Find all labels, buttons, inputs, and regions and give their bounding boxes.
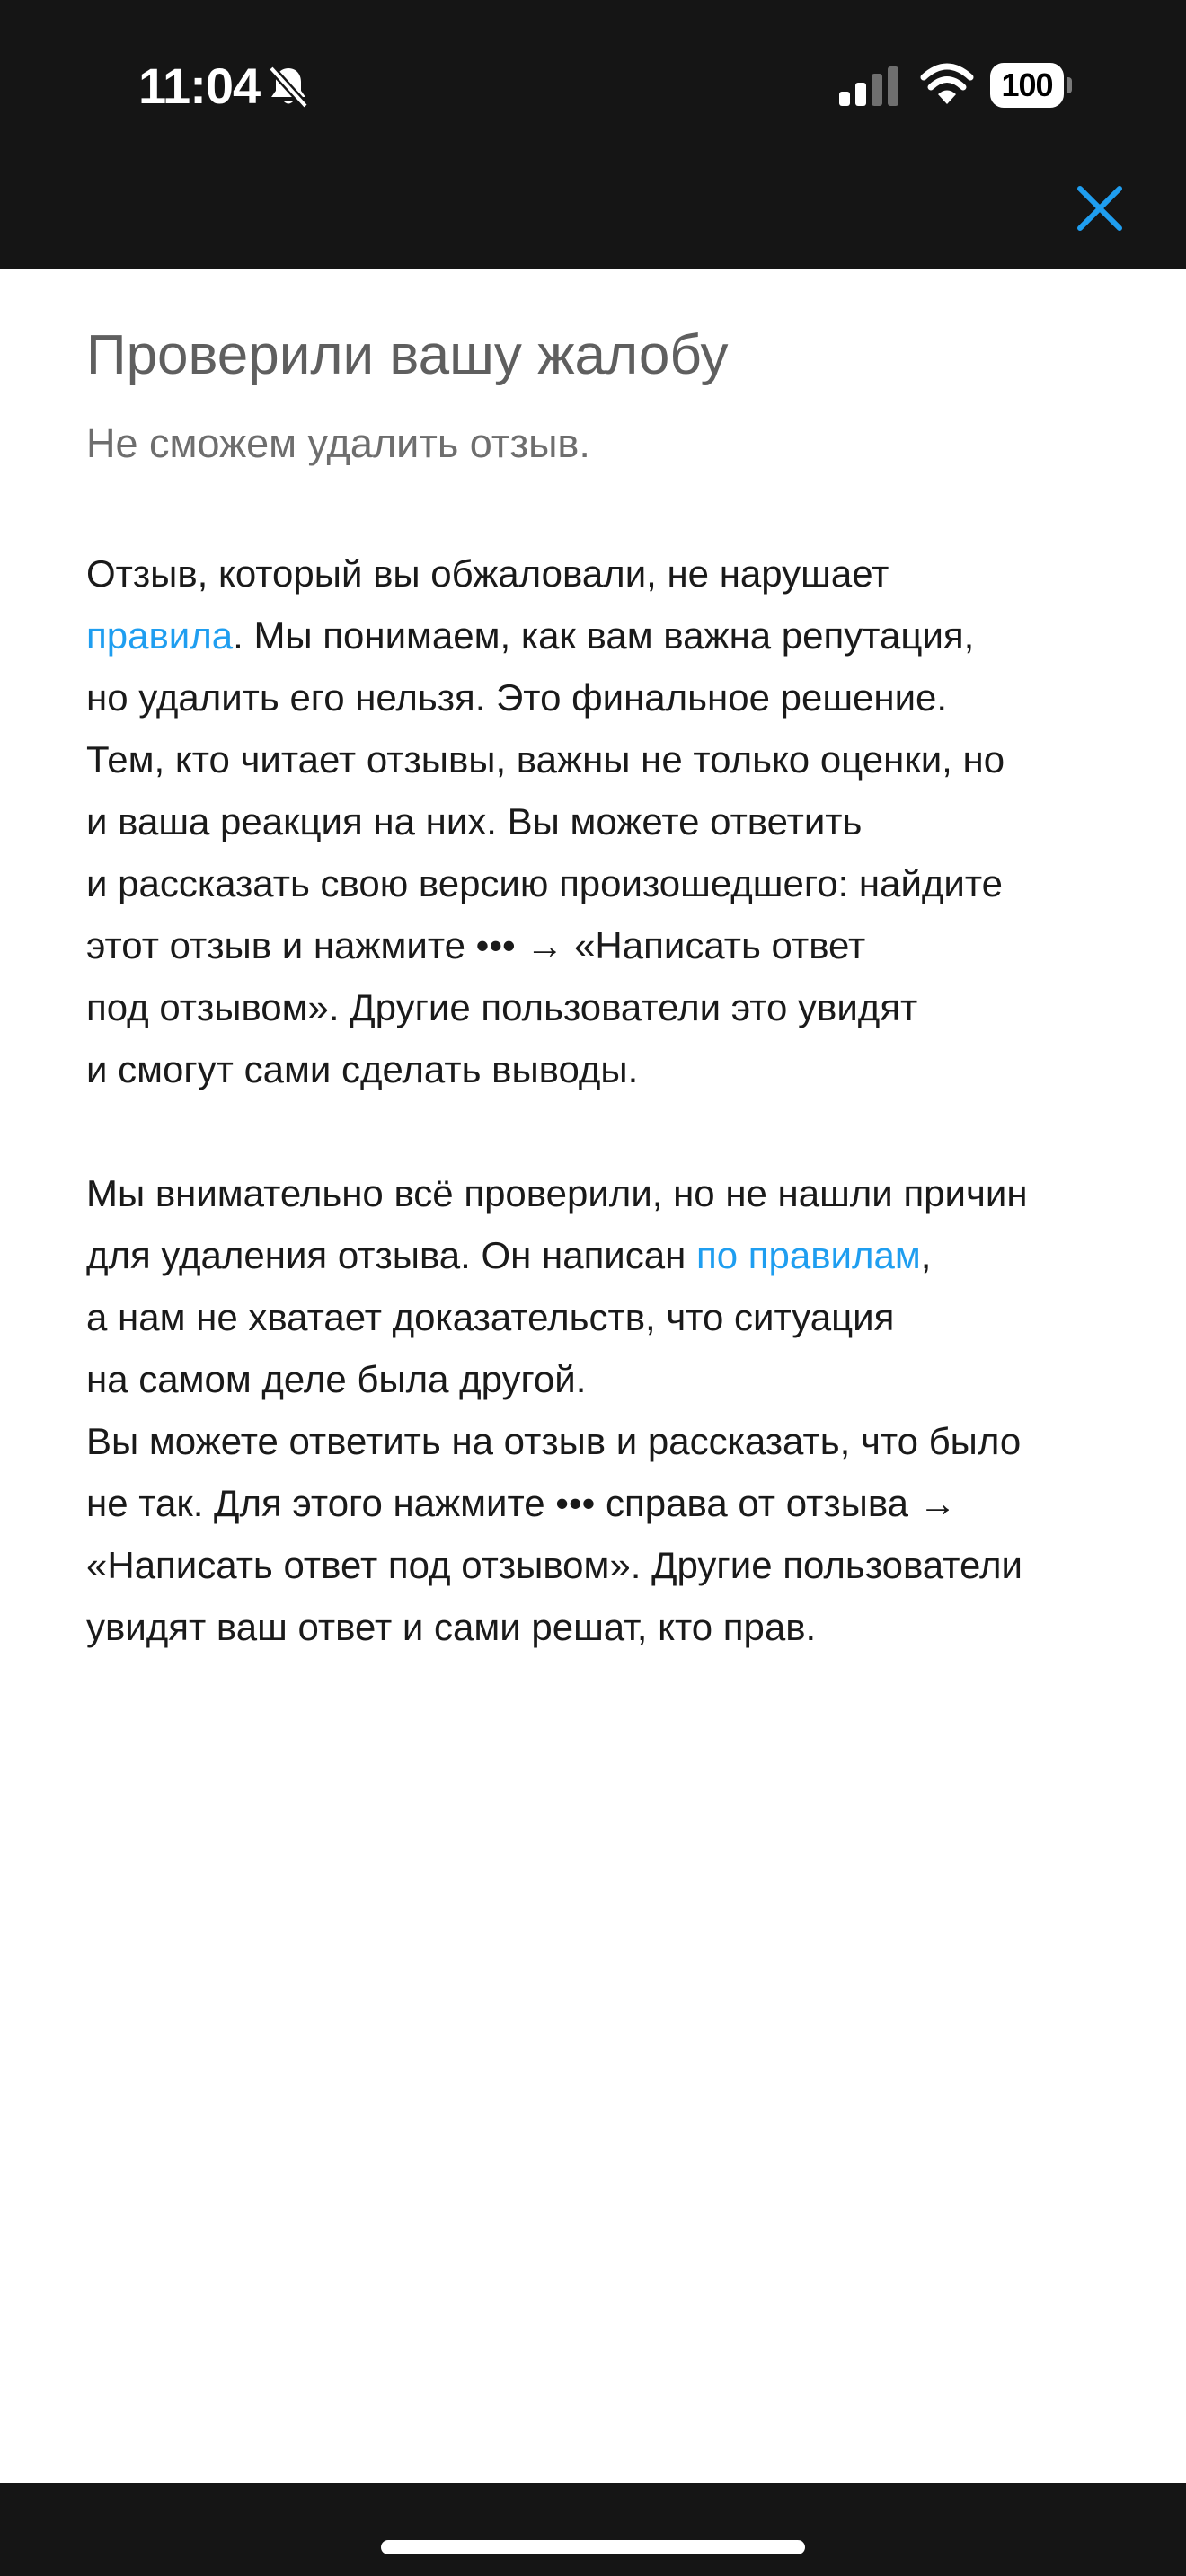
- battery-level: 100: [990, 63, 1064, 108]
- paragraph-1-text-a: Отзыв, который вы обжаловали, не нарушает: [86, 552, 890, 595]
- top-bar: [0, 0, 1186, 269]
- paragraph-2: [86, 1162, 1120, 1658]
- by-rules-link[interactable]: по правилам: [696, 1234, 921, 1276]
- status-time: 11:04: [138, 57, 261, 114]
- wifi-icon: [920, 63, 974, 106]
- close-button[interactable]: [1071, 180, 1128, 237]
- close-icon: [1071, 180, 1128, 237]
- paragraph-2-text-a: Мы внимательно всё проверили, но не нашли причин для удаления отзыва. Он написан: [86, 1172, 1028, 1276]
- paragraph-2-text-b: , а нам не хватает доказательств, что ситуация на самом деле была другой. Вы можете ответить на отзыв и рассказать, что было не так. Для этого нажмите ••• справа от отзыва → «Написать ответ под отзывом». Другие пользователи увидят ваш ответ и сами решат, кто прав.: [86, 1234, 1022, 1648]
- page-title: Проверили вашу жалобу: [86, 324, 729, 386]
- battery-icon: [990, 63, 1071, 108]
- home-indicator[interactable]: [381, 2540, 805, 2554]
- battery-cap: [1067, 77, 1072, 93]
- bottom-bar: [0, 2483, 1186, 2576]
- rules-link[interactable]: правила: [86, 614, 234, 657]
- paragraph-1-text-b: . Мы понимаем, как вам важна репутация, но удалить его нельзя. Это финальное решение. Тем, кто читает отзывы, важны не только оценки, но и ваша реакция на них. Вы можете ответить и рассказать свою версию произошедшего: найдите этот отзыв и нажмите ••• → «Написать ответ под отзывом». Другие пользователи это увидят и смогут сами сделать выводы.: [86, 614, 1005, 1090]
- cellular-signal-icon: [839, 66, 900, 106]
- page-subtitle: Не сможем удалить отзыв.: [86, 420, 590, 466]
- content: [86, 269, 1120, 1658]
- paragraph-1: [86, 543, 1120, 1100]
- bell-muted-icon: [266, 63, 311, 110]
